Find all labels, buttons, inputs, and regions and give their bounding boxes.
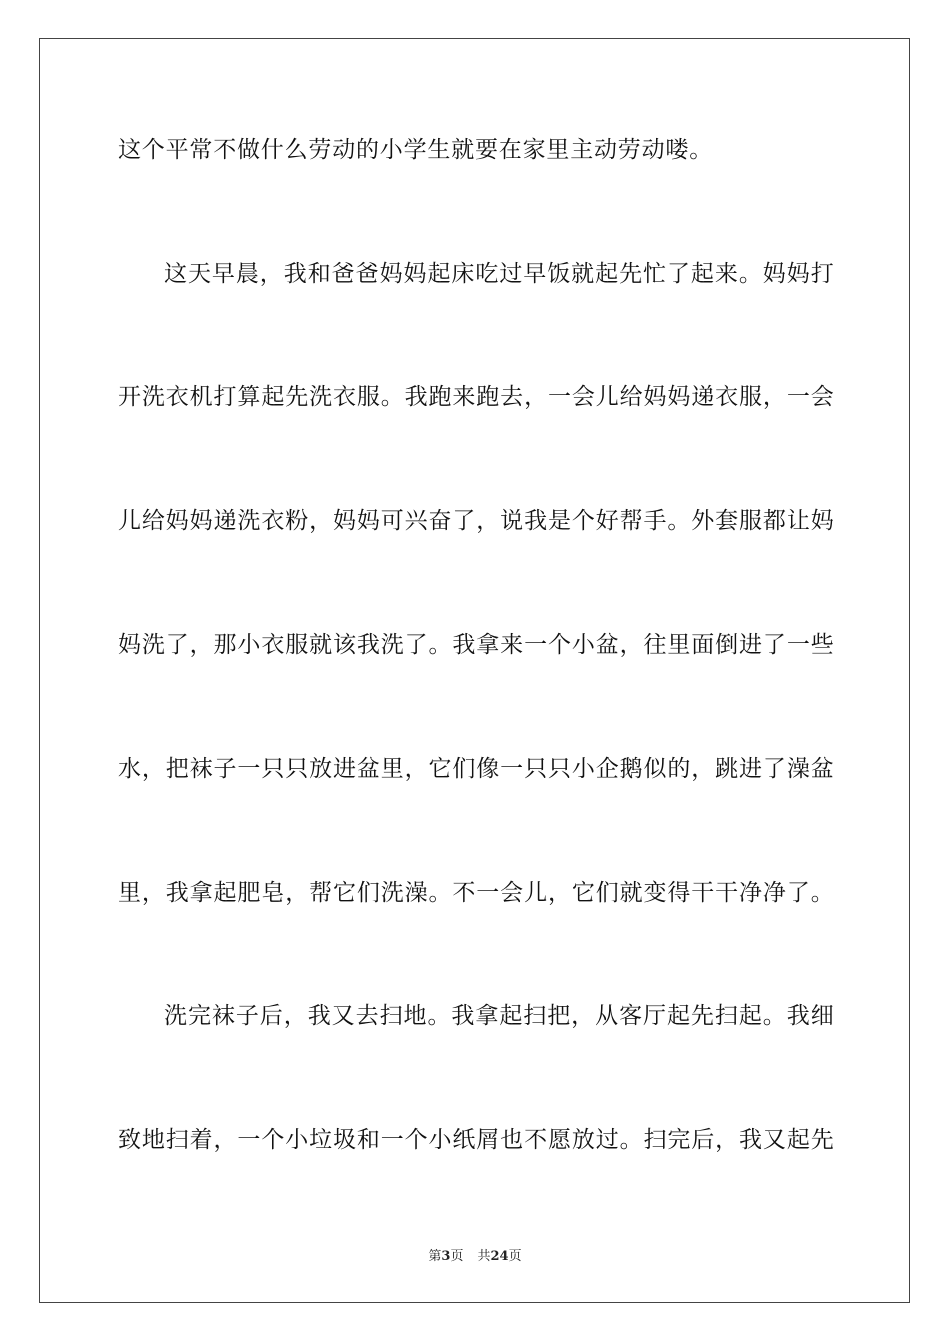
- text-line: 儿给妈妈递洗衣粉，妈妈可兴奋了，说我是个好帮手。外套服都让妈: [118, 508, 834, 534]
- text-line: 妈洗了，那小衣服就该我洗了。我拿来一个小盆，往里面倒进了一些: [118, 632, 834, 658]
- text-line: 致地扫着，一个小垃圾和一个小纸屑也不愿放过。扫完后，我又起先: [118, 1127, 834, 1153]
- total-suffix: 页: [508, 1249, 522, 1264]
- page-suffix: 页: [450, 1249, 464, 1264]
- page-footer: [0, 1248, 950, 1266]
- text-line: 洗完袜子后，我又去扫地。我拿起扫把，从客厅起先扫起。我细: [164, 1003, 834, 1029]
- text-line: 水，把袜子一只只放进盆里，它们像一只只小企鹅似的，跳进了澡盆: [118, 756, 834, 782]
- page-border: [39, 38, 910, 1303]
- text-line: 里，我拿起肥皂，帮它们洗澡。不一会儿，它们就变得干干净净了。: [118, 880, 834, 906]
- total-pages: 24: [490, 1249, 509, 1264]
- page-prefix: 第: [428, 1249, 442, 1264]
- text-line: 这天早晨，我和爸爸妈妈起床吃过早饭就起先忙了起来。妈妈打: [164, 261, 834, 287]
- text-line: 这个平常不做什么劳动的小学生就要在家里主动劳动喽。: [118, 137, 713, 163]
- page-number: 3: [441, 1249, 451, 1264]
- total-prefix: 共: [477, 1249, 491, 1264]
- text-line: 开洗衣机打算起先洗衣服。我跑来跑去，一会儿给妈妈递衣服，一会: [118, 384, 834, 410]
